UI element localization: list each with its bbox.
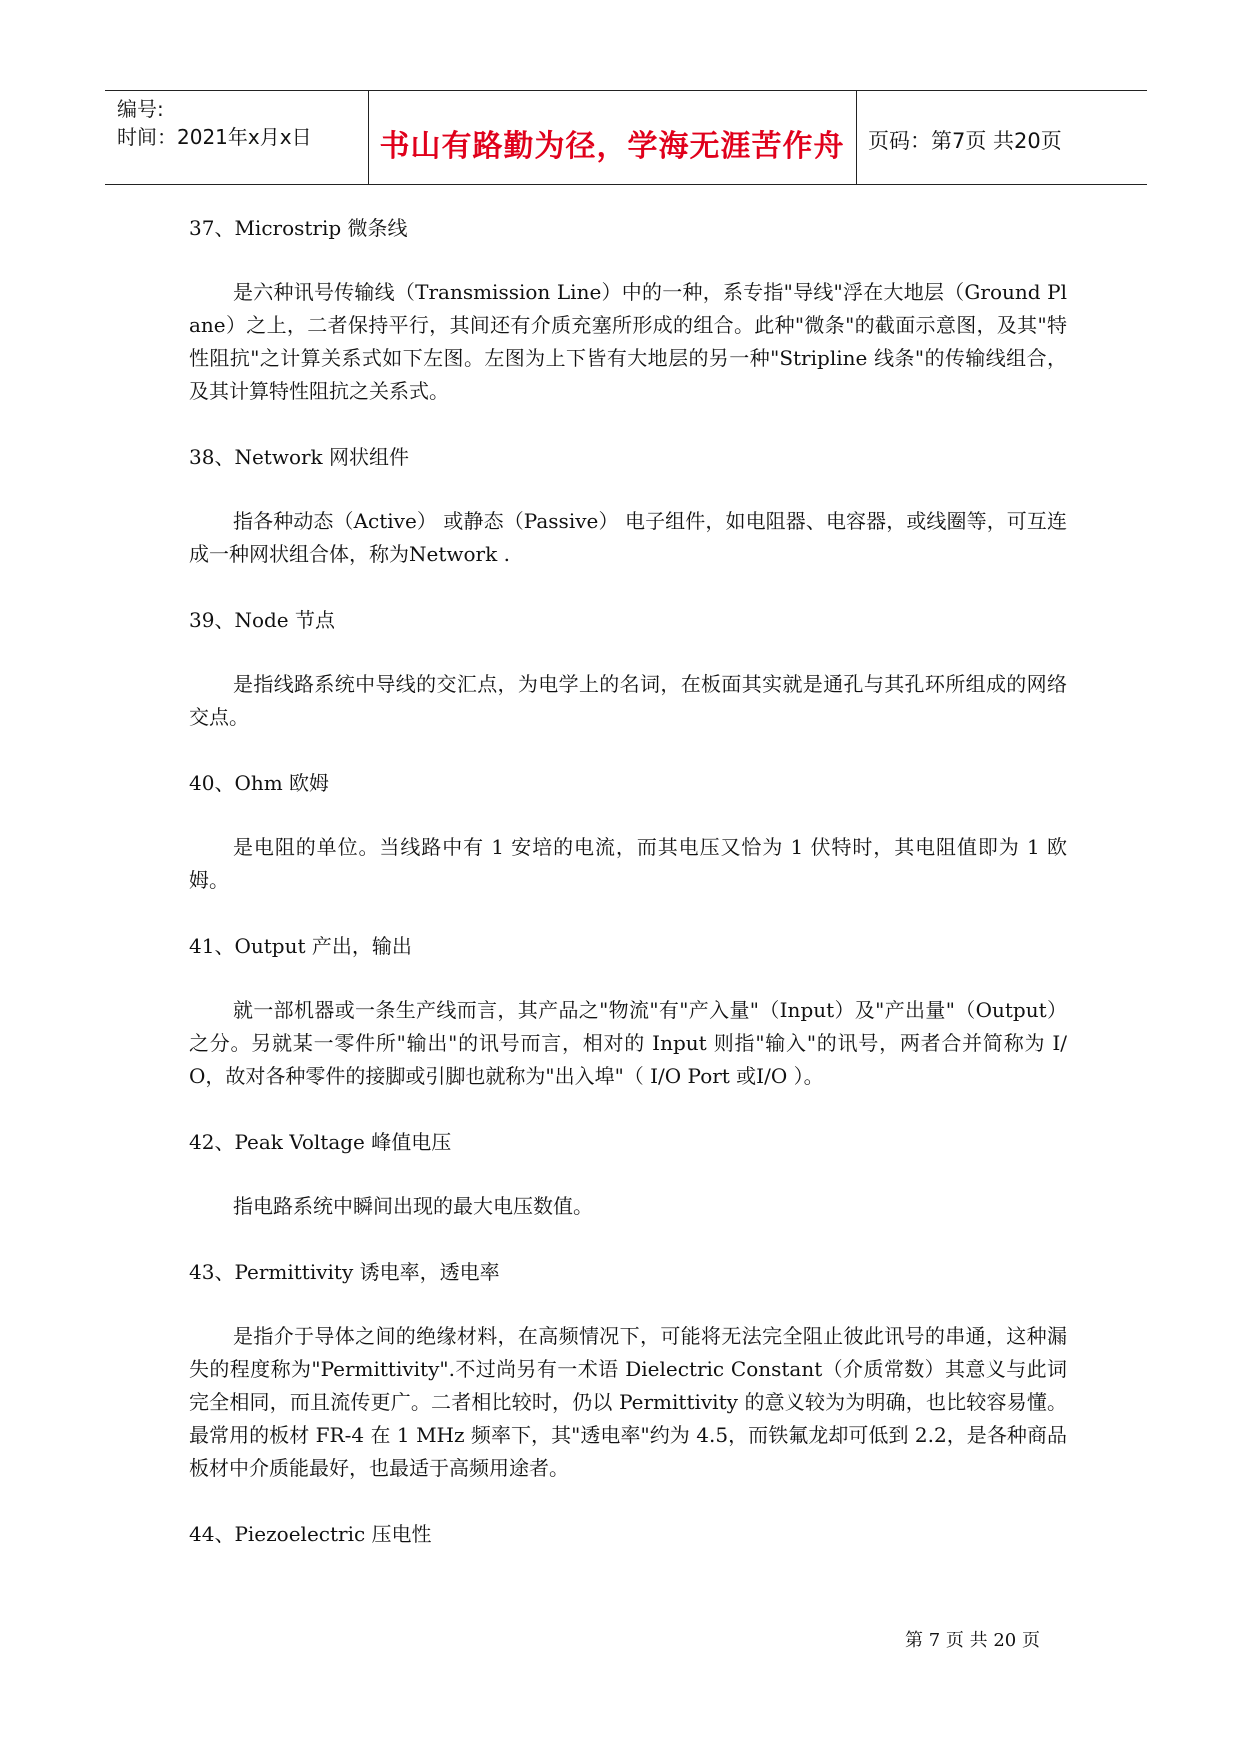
entry-text: 是六种讯号传输线（Transmission Line）中的一种，系专指"导线"浮在大地层（Ground Plane）之上，二者保持平行，其间还有介质充塞所形成的组合。此种"微条"的截面示意图，及其"特性阻抗"之计算关系式如下左图。左图为上下皆有大地层的另一种"Stripline 线条"的传输线组合，及其计算特性阻抗之关系式。 (189, 280, 1067, 403)
header-page-number: 页码：第7页 共20页 (868, 129, 1062, 153)
entry-heading: 41、Output 产出，输出 (189, 934, 412, 958)
entry-text: 就一部机器或一条生产线而言，其产品之"物流"有"产入量"（Input）及"产出量"（Output）之分。另就某一零件所"输出"的讯号而言，相对的 Input 则指"输入"的讯号，两者合并简称为 I/O，故对各种零件的接脚或引脚也就称为"出入埠"（ I/O Port 或I/O ）。 (189, 998, 1067, 1088)
header-info-cell (105, 91, 369, 184)
entry-heading: 44、Piezoelectric 压电性 (189, 1522, 432, 1546)
motto-text: 书山有路勤为径，学海无涯苦作舟 (379, 129, 845, 164)
header-page-cell (856, 91, 1147, 184)
entry-heading: 42、Peak Voltage 峰值电压 (189, 1130, 452, 1154)
header-motto-cell (368, 91, 857, 184)
entry-heading: 43、Permittivity 诱电率，透电率 (189, 1260, 500, 1284)
entry-text: 是电阻的单位。当线路中有 1 安培的电流，而其电压又恰为 1 伏特时，其电阻值即为 1 欧姆。 (189, 835, 1067, 892)
document-body (189, 212, 1067, 1550)
document-code-label: 编号: (117, 97, 164, 121)
entry-heading: 40、Ohm 欧姆 (189, 771, 330, 795)
entry-text: 是指线路系统中导线的交汇点，为电学上的名词，在板面其实就是通孔与其孔环所组成的网络交点。 (189, 672, 1067, 729)
entry-heading: 38、Network 网状组件 (189, 445, 410, 469)
document-date-label: 时间：2021年x月x日 (117, 125, 312, 149)
entry-heading: 39、Node 节点 (189, 608, 335, 632)
entry-text: 是指介于导体之间的绝缘材料，在高频情况下，可能将无法完全阻止彼此讯号的串通，这种漏失的程度称为"Permittivity".不过尚另有一术语 Dielectric Constant（介质常数）其意义与此词完全相同，而且流传更广。二者相比较时，仍以 Permittivity 的意义较为为明确，也比较容易懂。最常用的板材 FR-4 在 1 MHz 频率下，其"透电率"约为 4.5，而铁氟龙却可低到 2.2，是各种商品板材中介质能最好，也最适于高频用途者。 (189, 1324, 1067, 1480)
entry-heading: 37、Microstrip 微条线 (189, 216, 408, 240)
entry-text: 指电路系统中瞬间出现的最大电压数值。 (233, 1194, 593, 1218)
page-header (105, 90, 1147, 185)
page-footer: 第 7 页 共 20 页 (905, 1630, 1040, 1651)
entry-text: 指各种动态（Active） 或静态（Passive） 电子组件，如电阻器、电容器，或线圈等，可互连成一种网状组合体，称为Network . (189, 509, 1067, 566)
